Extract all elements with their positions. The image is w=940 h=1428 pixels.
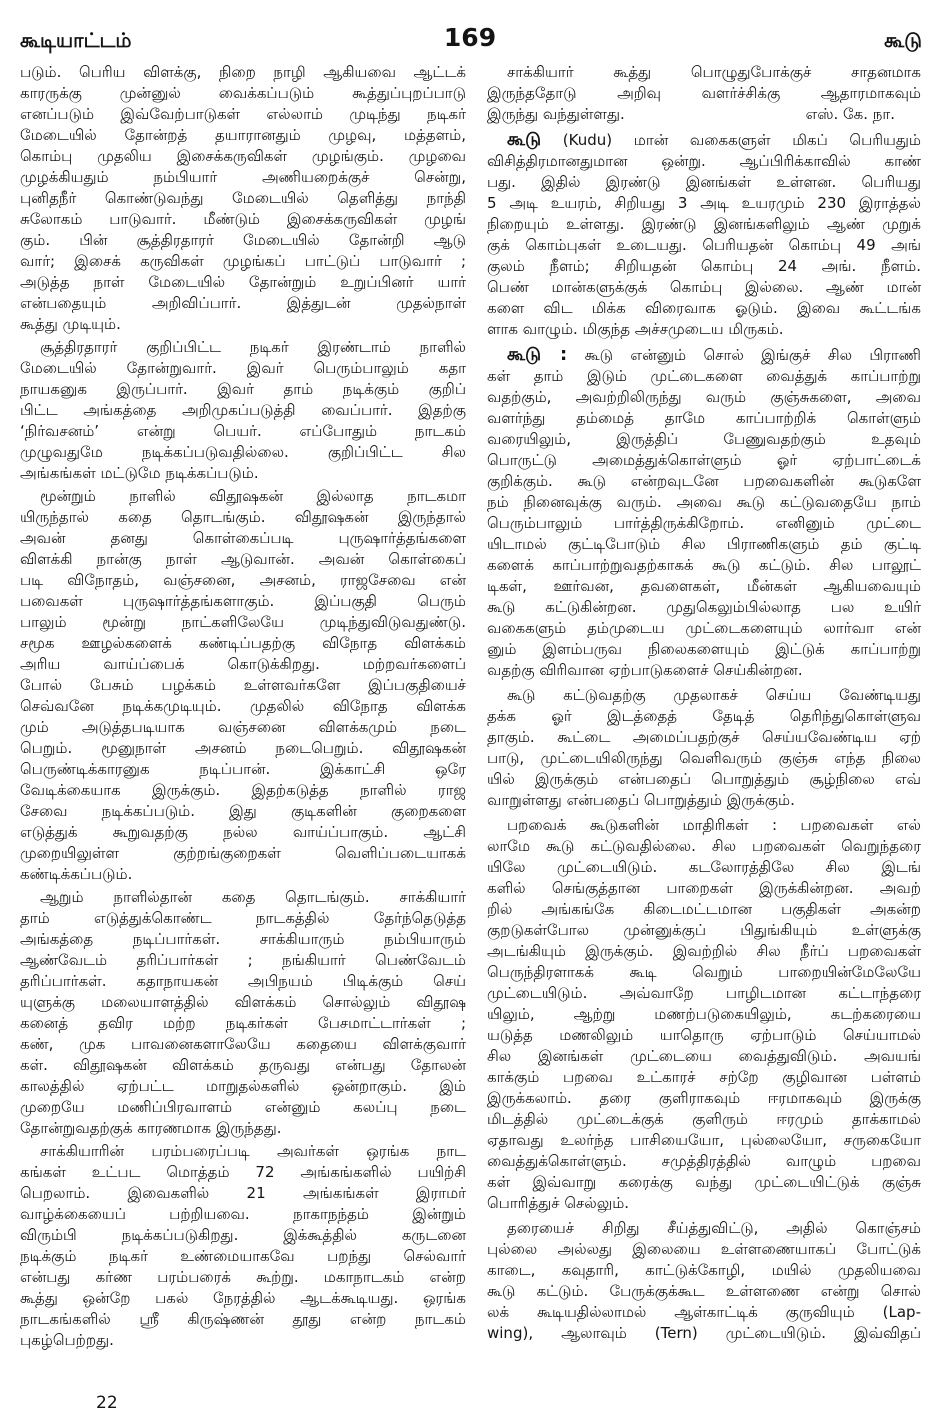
text-line: ளாக வாழும். மிகுந்த அச்சமுடைய மிருகம். bbox=[487, 320, 784, 338]
text-line: களைக் காப்பாற்றுவதற்காகக் கூடு கட்டும். சில பாலூட் bbox=[487, 556, 921, 574]
text-line: களை விட மிக்க விரைவாக ஓடும். இவை கூட்டங்க bbox=[487, 299, 921, 317]
text-line: படும். பெரிய விளக்கு, நிறை நாழி ஆகியவை ஆட்டக் bbox=[20, 63, 466, 81]
text-line: என்பது கர்ண பரம்பரைக் கூற்று. மகாநாடகம் என்ற bbox=[20, 1268, 466, 1286]
text-line: கும். பின் சூத்திரதாரர் மேடையில் தோன்றி ஆடு bbox=[20, 231, 466, 249]
paragraph bbox=[20, 337, 466, 484]
text-line: யுளுக்கு மலையாளத்தில் விளக்கம் சொல்லும் விதூஷ bbox=[20, 993, 466, 1011]
text-line: யிருந்தால் கதை தொடங்கும். விதூஷகன் இருந்தால் bbox=[20, 508, 466, 526]
text-line: ஆண்வேடம் தரிப்பார்கள் ; நங்கியார் பெண்வேடம் bbox=[20, 951, 466, 969]
text-line: பவைகள் புருஷார்த்தங்களாகும். இப்பகுதி பெரும் bbox=[20, 592, 466, 610]
text-line: குலம் நீளம்; சிறியதன் கொம்பு 24 அங். நீளம். bbox=[487, 257, 921, 275]
entry-headword: கூடு bbox=[507, 129, 542, 150]
text-line: யில் இருக்கும் என்பதைப் பொறுத்தும் சூழ்நிலை எவ் bbox=[487, 770, 921, 788]
text-line: கூடு கட்டுவதற்கு முதலாகச் செய்ய வேண்டியது bbox=[507, 686, 921, 704]
text-line: பொருட்டு அமைத்துக்கொள்ளும் ஓர் ஏற்பாட்டைக் bbox=[487, 451, 921, 469]
text-line: குறடுகள்போல முன்னுக்குப் பிதுங்கியும் உள்ளுக்கு bbox=[487, 921, 921, 939]
text-line: கூடு கட்டுகின்றன. முதுகெலும்பில்லாத பல உயிர் bbox=[487, 598, 921, 616]
text-line: மேடையில் தோன்றத் தயாரானதும் முழவு, மத்தளம், bbox=[20, 126, 466, 144]
text-line: அங்கங்கள் மட்டுமே நடிக்கப்படும். bbox=[20, 464, 259, 482]
text-line: பெறும். மூனுநாள் அசனம் நடைபெறும். விதூஷகன் bbox=[20, 739, 466, 757]
text-line: முறையே மணிப்பிரவாளம் என்னும் கலப்பு நடை bbox=[20, 1098, 466, 1116]
text-line: யிலும், ஆற்று மணற்படுகையிலும், கடற்கரையை bbox=[487, 1005, 921, 1023]
paragraph bbox=[487, 344, 921, 681]
text-line: பறவைக் கூடுகளின் மாதிரிகள் : பறவைகள் எல் bbox=[507, 816, 921, 834]
text-line: வார்; இசைக் கருவிகள் முழங்கப் பாட்டுப் பாடுவார் ; bbox=[20, 252, 466, 270]
text-line: தோன்றுவதற்குக் காரணமாக இருந்தது. bbox=[20, 1119, 282, 1137]
text-line: பொரித்துச் செல்லும். bbox=[487, 1194, 630, 1212]
text-line: பெருந்திரளாகக் கூடி வெறும் பாறையின்மேலேயே bbox=[487, 963, 921, 981]
text-line: பெருண்டிக்காரனுக நடிப்பான். இக்காட்சி ஒரே bbox=[20, 760, 466, 778]
text-line: முழுவதுமே நடிக்கப்படுவதில்லை. குறிப்பிட்ட சில bbox=[20, 443, 466, 461]
text-line: யிலே முட்டையிடும். கடலோரத்திலே சில இடங் bbox=[487, 858, 921, 876]
text-line: புகழ்பெற்றது. bbox=[20, 1331, 114, 1349]
text-line: நம் நினைவுக்கு வரும். அவை கூடு கட்டுவதையே நாம் bbox=[487, 493, 921, 511]
text-line: களில் செங்குத்தான பாறைகள் இருக்கின்றன. அவற் bbox=[487, 879, 921, 897]
text-line: நாயகனுக இருப்பார். இவர் தாம் நடிக்கும் குறிப் bbox=[20, 380, 466, 398]
text-line: விளக்கி நான்கு நாள் ஆடுவான். அவன் கொள்கைப் bbox=[20, 550, 466, 568]
text-line: கண்டிக்கப்படும். bbox=[20, 865, 133, 883]
line-text: கூடு என்னும் சொல் இங்குச் சில பிராணி bbox=[584, 346, 921, 364]
text-line: காரருக்கு முன்னுல் வைக்கப்படும் கூத்துப்புறப்பாடு bbox=[20, 84, 466, 102]
text-line: யடுத்த மணலிலும் யாதொரு ஏற்பாடும் செய்யாமல் bbox=[487, 1026, 921, 1044]
text-line: வதற்கும், அவற்றிலிருந்து வரும் குஞ்சுகளை, அவை bbox=[487, 388, 921, 406]
text-line: விரும்பி நடிக்கப்படுகிறது. இக்கூத்தில் கருடனை bbox=[20, 1226, 466, 1244]
author-initials: எஸ். கே. நா. bbox=[805, 105, 895, 123]
text-line: மூன்றும் நாளில் விதூஷகன் இல்லாத நாடகமா bbox=[40, 487, 466, 505]
text-line: எனப்படும் இவ்வேற்பாடுகள் எல்லாம் முடிந்து நடிகர் bbox=[20, 105, 466, 123]
text-line: றில் அங்கங்கே கிடைமட்டமான பகுதிகள் அகன்ற bbox=[487, 900, 921, 918]
text-line: தாகும். கூட்டை அமைப்பதற்குச் செய்யவேண்டிய ஏற் bbox=[487, 728, 921, 746]
text-line: ஏதாவது உலர்ந்த பாசியையோ, புல்லையோ, சருகையோ bbox=[487, 1131, 921, 1149]
text-line: நாடகங்களில் ஸ்ரீ கிருஷ்ணன் தூது என்ற நாடகம் bbox=[20, 1310, 466, 1328]
text-line: பெண் மான்களுக்குக் கொம்பு இல்லை. ஆண் மான் bbox=[487, 278, 921, 296]
text-line: காடை, கவுதாரி, காட்டுக்கோழி, மயில் முதலியவை bbox=[487, 1261, 921, 1279]
text-line: வதற்கு விரிவான ஏற்பாடுகளைச் செய்கின்றன. bbox=[487, 661, 803, 679]
paragraph bbox=[487, 685, 921, 811]
text-line: எடுத்துக் கூறுவதற்கு நல்ல வாய்ப்பாகும். ஆட்சி bbox=[20, 823, 466, 841]
text-line: லக் கூடியதில்லாமல் ஆள்காட்டிக் குருவியும் (Lap- bbox=[487, 1303, 921, 1321]
text-line: என்பதையும் அறிவிப்பார். இத்துடன் முதல்நாள் bbox=[20, 294, 466, 312]
text-line: தாம் எடுத்துக்கொண்ட நாடகத்தில் தேர்ந்தெடுத்த bbox=[20, 909, 466, 927]
text-line: கள். விதூஷகன் விளக்கம் தருவது என்பது தோலன் bbox=[20, 1056, 466, 1074]
text-line: முட்டையிடும். அவ்வாறே பாழிடமான கட்டாந்தரை bbox=[487, 984, 921, 1002]
text-line: சில இனங்கள் முட்டையை வைத்துவிடும். அவயங் bbox=[487, 1047, 921, 1065]
paragraph bbox=[487, 62, 921, 125]
text-line: விசித்திரமானதுமான ஒன்று. ஆப்பிரிக்காவில் காண் bbox=[487, 152, 921, 170]
signature-number: 22 bbox=[96, 1393, 118, 1413]
text-line: கூடு கட்டும். பேருக்குக்கூட உள்ளணை என்று சொல் bbox=[487, 1282, 921, 1300]
text-line: கனைத் தவிர மற்ற நடிகர்கள் பேசமாட்டார்கள் ; bbox=[20, 1014, 466, 1032]
text-line: அவன் தனது கொள்கைப்படி புருஷார்த்தங்களை bbox=[20, 529, 466, 547]
left-column bbox=[20, 62, 466, 1351]
text-line: இருந்ததோடு அறிவு வளர்ச்சிக்கு ஆதாரமாகவும் bbox=[487, 84, 921, 102]
text-line: அங்கத்தை நடிப்பார்கள். சாக்கியாரும் நம்பியாரும் bbox=[20, 930, 466, 948]
text-line: சாக்கியார் கூத்து பொழுதுபோக்குச் சாதனமாக bbox=[507, 63, 921, 81]
text-line: வாறுள்ளது என்பதைப் பொறுத்தும் இருக்கும். bbox=[487, 791, 795, 809]
text-line: வரையிலும், இருத்திப் பேணுவதற்கும் உதவும் bbox=[487, 430, 921, 448]
running-head-right: கூடு bbox=[884, 28, 922, 52]
text-line: wing), ஆலாவும் (Tern) முட்டையிடும். இவ்விதப் bbox=[487, 1324, 921, 1342]
text-line: வைத்துக்கொள்ளும். சமுத்திரத்தில் வாழும் பறவை bbox=[487, 1152, 921, 1170]
text-line: கொம்பு முதலிய இசைக்கருவிகள் முழங்கும். முழவை bbox=[20, 147, 466, 165]
running-head-left: கூடியாட்டம் bbox=[20, 28, 132, 52]
text-line: குறிக்கும். கூடு என்றவுடனே பறவைகளின் கூடுகளே bbox=[487, 472, 921, 490]
text-line: அடுத்த நாள் மேடையில் தோன்றும் உறுப்பினர் யார் bbox=[20, 273, 466, 291]
text-line: சுலோகம் பாடுவார். மீண்டும் இசைக்கருவிகள் முழங் bbox=[20, 210, 466, 228]
text-line: பாடு, முட்டையிலிருந்து வெளிவரும் குஞ்சு எந்த நிலை bbox=[487, 749, 921, 767]
text-line: செவ்வனே நடிக்கமுடியும். முதலில் விநோத விளக்க bbox=[20, 697, 466, 715]
text-line: சமூக ஊழல்களைக் கண்டிப்பதற்கு விநோத விளக்கம் bbox=[20, 634, 466, 652]
text-line: டிகள், ஊர்வன, தவளைகள், மீன்கள் ஆகியவையும் bbox=[487, 577, 921, 595]
text-line: சூத்திரதாரர் குறிப்பிட்ட நடிகர் இரண்டாம் நாளில் bbox=[40, 338, 466, 356]
text-line: அரிய வாய்ப்பைக் கொடுக்கிறது. மற்றவர்களைப் bbox=[20, 655, 466, 673]
page-number: 169 bbox=[443, 23, 497, 52]
text-line: காலத்தில் ஏற்பட்ட மாறுதல்களில் ஒன்றாகும். இம் bbox=[20, 1077, 466, 1095]
text-line: யிடாமல் குட்டிபோடும் சில பிராணிகளும் தம் குட்டி bbox=[487, 535, 921, 553]
text-line: புல்லை அல்லது இலையை உள்ளணையாகப் போட்டுக் bbox=[487, 1240, 921, 1258]
text-line: ஆறும் நாளில்தான் கதை தொடங்கும். சாக்கியார் bbox=[40, 888, 466, 906]
text-line: பிட்ட அங்கத்தை அறிமுகப்படுத்தி வைப்பார். இதற்கு bbox=[20, 401, 466, 419]
line-text: இருந்து வந்துள்ளது. bbox=[487, 105, 625, 123]
text-line: பெறலாம். இவைகளில் 21 அங்கங்கள் இராமர் bbox=[20, 1184, 466, 1202]
text-line: கூத்து முடியும். bbox=[20, 315, 121, 333]
text-line: புனிதநீர் கொண்டுவந்து மேடையில் தெளித்து நாந்தி bbox=[20, 189, 466, 207]
paragraph bbox=[487, 1218, 921, 1344]
text-line: கங்கள் உட்பட மொத்தம் 72 அங்கங்களில் பயிற்சி bbox=[20, 1163, 466, 1181]
text-line: வாழ்க்கையைப் பற்றியவை. நாகாநந்தம் இன்றும் bbox=[20, 1205, 466, 1223]
text-line: கள் இவ்வாறு கரைக்கு வந்து முட்டையிட்டுக் குஞ்சு bbox=[487, 1173, 921, 1191]
text-line: கூத்து ஒன்றே பகல் நேரத்தில் ஆடக்கூடியது. ஒரங்க bbox=[20, 1289, 466, 1307]
text-line bbox=[487, 129, 921, 151]
text-line: பாலும் மூன்று நாட்களிலேயே முடிந்துவிடுவதுண்டு. bbox=[20, 613, 466, 631]
text-line: 5 அடி உயரம், சிறியது 3 அடி உயரமும் 230 இராத்தல் bbox=[487, 194, 921, 212]
text-line: னும் இளம்பருவ நிலைகளையும் இட்டுக் காப்பாற்று bbox=[487, 640, 921, 658]
text-line: பெரும்பாலும் பார்த்திருக்கிறோம். எனினும் முட்டை bbox=[487, 514, 921, 532]
text-line: நிறையும் உள்ளது. இரண்டு இனங்களிலும் ஆண் முறுக் bbox=[487, 215, 921, 233]
paragraph bbox=[20, 486, 466, 885]
text-line bbox=[487, 104, 921, 125]
text-line: வளர்ந்து தம்மைத் தாமே காப்பாற்றிக் கொள்ளும் bbox=[487, 409, 921, 427]
text-line: ‘நிர்வசனம்’ என்று பெயர். எப்போதும் நாடகம் bbox=[20, 422, 466, 440]
text-line: கள் தாம் இடும் முட்டைகளை வைத்துக் காப்பாற்று bbox=[487, 367, 921, 385]
text-line: வகைகளும் தம்முடைய முட்டைகளையும் லார்வா என் bbox=[487, 619, 921, 637]
right-column bbox=[487, 62, 921, 1344]
paragraph bbox=[20, 1141, 466, 1351]
text-line bbox=[487, 344, 921, 366]
paragraph bbox=[20, 887, 466, 1139]
text-line: கண், முக பாவனைகளாலேயே கதையை விளக்குவார் bbox=[20, 1035, 466, 1053]
paragraph bbox=[487, 815, 921, 1214]
paragraph bbox=[20, 62, 466, 335]
text-line: போல் பேசும் பழக்கம் உள்ளவர்களே இப்பகுதியைச் bbox=[20, 676, 466, 694]
entry-headword: கூடு : bbox=[507, 344, 568, 365]
text-line: தரிப்பார்கள். கதாநாயகன் அபிநயம் பிடிக்கும் செய் bbox=[20, 972, 466, 990]
text-line: முழக்கியதும் நம்பியார் அணியறைக்குச் சென்று, bbox=[20, 168, 466, 186]
text-line: படி விநோதம், வஞ்சனை, அசனம், ராஜசேவை என் bbox=[20, 571, 466, 589]
text-line: தரையைச் சிறிது சீய்த்துவிட்டு, அதில் கொஞ்சம் bbox=[507, 1219, 921, 1237]
paragraph bbox=[487, 129, 921, 340]
text-line: குக் கொம்புகள் உடையது. பெரியதன் கொம்பு 49 அங் bbox=[487, 236, 921, 254]
text-line: லாமே கூடு கட்டுவதில்லை. சில பறவைகள் வெறுந்தரை bbox=[487, 837, 921, 855]
text-line: அடங்கியும் இருக்கும். இவற்றில் சில நீர்ப் பறவைகள் bbox=[487, 942, 921, 960]
text-line: முறையிலுள்ள குற்றங்குறைகள் வெளிப்படையாகக் bbox=[20, 844, 466, 862]
text-line: தக்க ஓர் இடத்தைத் தேடித் தெரிந்துகொள்ளுவ bbox=[487, 707, 921, 725]
text-line: மேடையில் தோன்றுவார். இவர் பெரும்பாலும் கதா bbox=[20, 359, 466, 377]
text-line: நடிக்கும் நடிகர் உண்மையாகவே பறந்து செல்வார் bbox=[20, 1247, 466, 1265]
text-line: வேடிக்கையாக இருக்கும். இதற்கடுத்த நாளில் ராஜ bbox=[20, 781, 466, 799]
text-line: இருக்கலாம். தரை குளிராகவும் ஈரமாகவும் இருக்கு bbox=[487, 1089, 921, 1107]
line-text: (Kudu) மான் வகைகளுள் மிகப் பெரியதும் bbox=[562, 131, 921, 149]
text-line: சேவை நடிக்கப்படும். இது குடிகளின் குறைகளை bbox=[20, 802, 466, 820]
text-line: காக்கும் பறவை உட்காரச் சற்றே குழிவான பள்ளம் bbox=[487, 1068, 921, 1086]
text-line: மும் அடுத்தபடியாக வஞ்சனை விளக்கமும் நடை bbox=[20, 718, 466, 736]
text-line: மிடத்தில் முட்டைக்குக் குளிரும் ஈரமும் தாக்காமல் bbox=[487, 1110, 921, 1128]
text-line: சாக்கியாரின் பரம்பரைப்படி அவர்கள் ஒரங்க நாட bbox=[40, 1142, 466, 1160]
text-line: பது. இதில் இரண்டு இனங்கள் உள்ளன. பெரியது bbox=[487, 173, 921, 191]
